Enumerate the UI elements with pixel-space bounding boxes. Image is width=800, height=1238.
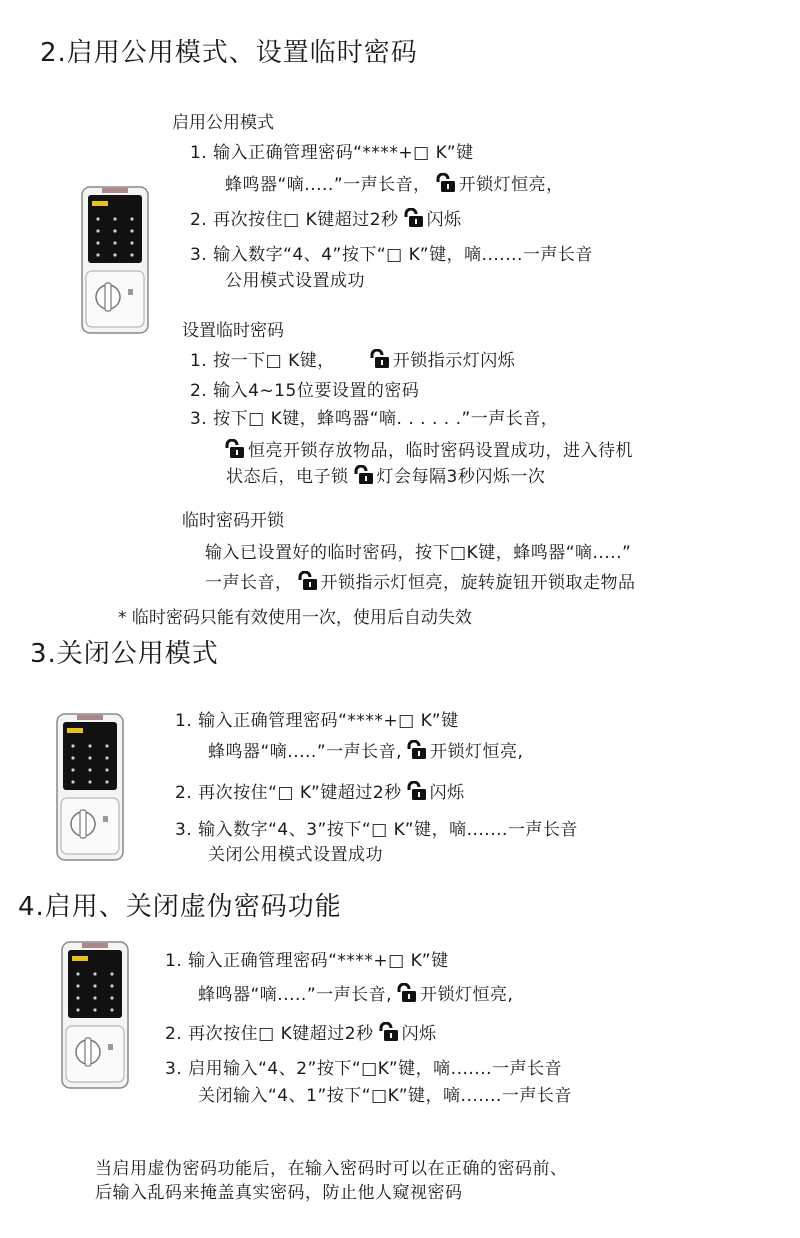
footer-note-line-2: 后输入乱码来掩盖真实密码，防止他人窥视密码 [95,1183,463,1203]
temp-unlock-line-1: 输入已设置好的临时密码，按下□K键，蜂鸣器“嘀.....” [205,543,632,563]
lock-device-image-3 [60,940,130,1090]
set-temp-password-title: 设置临时密码 [182,321,284,341]
temp-password-note: * 临时密码只能有效使用一次，使用后自动失效 [118,608,472,628]
temp-unlock-line-2: 一声长音， 开锁指示灯恒亮，旋转旋钮开锁取走物品 [205,573,636,593]
unlock-icon [296,571,318,591]
unlock-icon [377,1022,399,1042]
enable-step-1: 1. 输入正确管理密码“****+□ K”键 [190,143,474,163]
unlock-icon [368,349,390,369]
footer-note-line-1: 当启用虚伪密码功能后，在输入密码时可以在正确的密码前、 [95,1159,568,1179]
lock-device-image-2 [55,712,125,862]
unlock-icon [434,173,456,193]
fake-pwd-step-3: 3. 启用输入“4、2”按下“□K”键，嘀.......一声长音 [165,1059,562,1079]
temp-step-3-b: 恒亮开锁存放物品，临时密码设置成功，进入待机 [220,436,633,461]
unlock-icon [395,983,417,1003]
enable-step-1-b: 蜂鸣器“嘀.....”一声长音， 开锁灯恒亮， [225,175,564,195]
unlock-icon [352,465,374,485]
temp-unlock-title: 临时密码开锁 [182,511,284,531]
enable-step-2: 2. 再次按住□ K键超过2秒 闪烁 [190,210,462,230]
lock-device-image-1 [80,185,150,335]
temp-step-3: 3. 按下□ K键，蜂鸣器“嘀. . . . . .”一声长音， [190,409,559,429]
temp-step-1: 1. 按一下□ K键， 开锁指示灯闪烁 [190,351,516,371]
fake-pwd-step-1: 1. 输入正确管理密码“****+□ K”键 [165,951,449,971]
section-3-title: 3.关闭公用模式 [30,639,219,669]
fake-pwd-step-2: 2. 再次按住□ K键超过2秒 闪烁 [165,1024,437,1044]
close-step-1-b: 蜂鸣器“嘀.....”一声长音, 开锁灯恒亮, [208,742,524,762]
unlock-icon [405,740,427,760]
section-4-title: 4.启用、关闭虚伪密码功能 [18,892,342,922]
close-step-2: 2. 再次按住“□ K”键超过2秒 闪烁 [175,783,465,803]
close-step-3: 3. 输入数字“4、3”按下“□ K”键，嘀.......一声长音 [175,820,578,840]
unlock-icon [402,208,424,228]
fake-pwd-step-3-b: 关闭输入“4、1”按下“□K”键，嘀.......一声长音 [198,1086,572,1106]
close-step-1: 1. 输入正确管理密码“****+□ K”键 [175,711,459,731]
unlock-icon [405,781,427,801]
temp-step-3-c: 状态后，电子锁 灯会每隔3秒闪烁一次 [226,467,546,487]
section-2-title: 2.启用公用模式、设置临时密码 [40,38,418,68]
fake-pwd-step-1-b: 蜂鸣器“嘀.....”一声长音, 开锁灯恒亮, [198,985,514,1005]
temp-step-2: 2. 输入4~15位要设置的密码 [190,381,420,401]
enable-public-mode-title: 启用公用模式 [172,113,274,133]
unlock-icon [223,439,245,459]
close-step-3-b: 关闭公用模式设置成功 [208,845,383,865]
enable-step-3-b: 公用模式设置成功 [225,271,365,291]
enable-step-3: 3. 输入数字“4、4”按下“□ K”键，嘀.......一声长音 [190,245,593,265]
